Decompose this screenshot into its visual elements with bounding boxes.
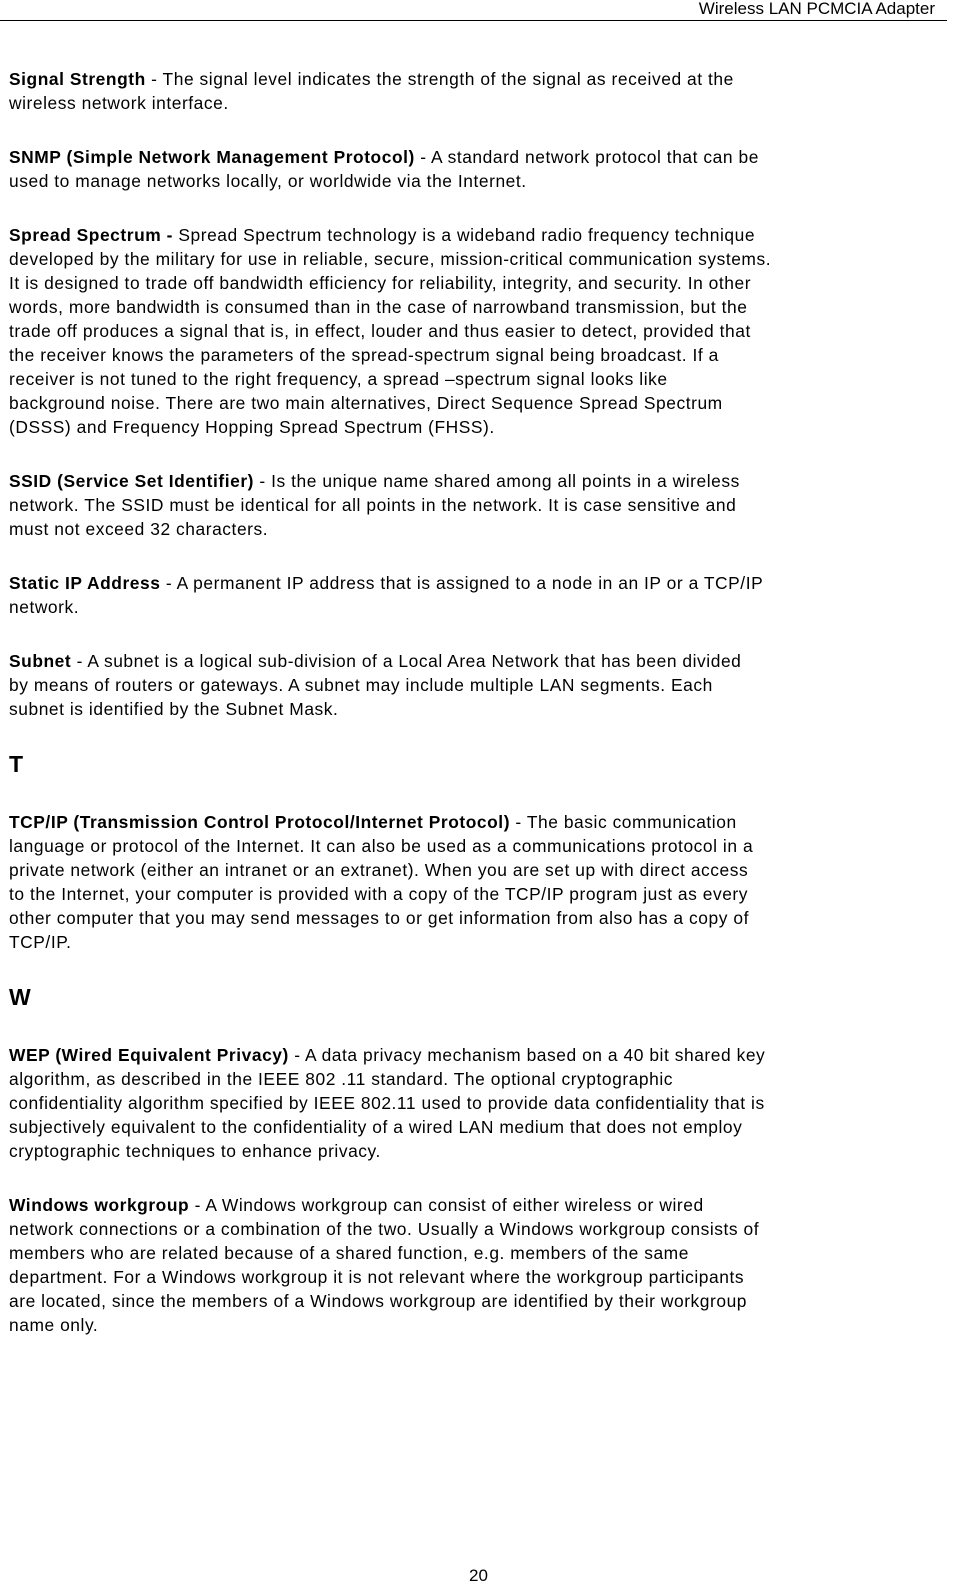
definition-text: - The signal level indicates the strength of the signal as received at the — [145, 69, 734, 89]
entry-first-line — [9, 571, 954, 595]
entry-first-line — [9, 469, 954, 493]
glossary-entry — [9, 1043, 954, 1163]
definition-line: network. — [9, 597, 80, 617]
entry-first-line — [9, 145, 954, 169]
glossary-entry — [9, 649, 954, 721]
glossary-term: Spread Spectrum - — [9, 225, 179, 245]
glossary-term: WEP (Wired Equivalent Privacy) — [9, 1045, 289, 1065]
glossary-entry — [9, 469, 954, 541]
definition-line: receiver is not tuned to the right frequency, a spread –spectrum signal looks like — [9, 369, 668, 389]
definition-line: background noise. There are two main alternatives, Direct Sequence Spread Spectrum — [9, 393, 723, 413]
definition-text: - A permanent IP address that is assigned to a node in an IP or a TCP/IP — [160, 573, 764, 593]
glossary-group-s — [9, 67, 954, 721]
glossary-term: Static IP Address — [9, 573, 161, 593]
definition-line: words, more bandwidth is consumed than in the case of narrowband transmission, but the — [9, 297, 748, 317]
definition-line: TCP/IP. — [9, 932, 72, 952]
glossary-entry — [9, 145, 954, 193]
glossary-entry — [9, 67, 954, 115]
definition-line: private network (either an intranet or an extranet). When you are set up with direct access — [9, 860, 749, 880]
definition-line: language or protocol of the Internet. It can also be used as a communications protocol in a — [9, 836, 754, 856]
entry-first-line — [9, 810, 954, 834]
definition-line: algorithm, as described in the IEEE 802 .11 standard. The optional cryptographic — [9, 1069, 673, 1089]
glossary-entry — [9, 1193, 954, 1337]
definition-line: are located, since the members of a Windows workgroup are identified by their workgroup — [9, 1291, 748, 1311]
glossary-content — [9, 67, 954, 1367]
glossary-term: Windows workgroup — [9, 1195, 190, 1215]
definition-line: wireless network interface. — [9, 93, 229, 113]
glossary-group-w — [9, 1043, 954, 1337]
glossary-term: SNMP (Simple Network Management Protocol) — [9, 147, 415, 167]
glossary-term: SSID (Service Set Identifier) — [9, 471, 254, 491]
glossary-term: Subnet — [9, 651, 72, 671]
definition-line: name only. — [9, 1315, 99, 1335]
header-title: Wireless LAN PCMCIA Adapter — [698, 0, 935, 18]
definition-text: Spread Spectrum technology is a wideband radio frequency technique — [178, 225, 756, 245]
definition-line: cryptographic techniques to enhance privacy. — [9, 1141, 381, 1161]
definition-line: department. For a Windows workgroup it is not relevant where the workgroup participants — [9, 1267, 745, 1287]
definition-line: It is designed to trade off bandwidth efficiency for reliability, integrity, and security. In other — [9, 273, 752, 293]
definition-line: used to manage networks locally, or worldwide via the Internet. — [9, 171, 527, 191]
section-letter-t: T — [9, 751, 24, 777]
page-number: 20 — [469, 1566, 488, 1585]
definition-line: network. The SSID must be identical for all points in the network. It is case sensitive and — [9, 495, 737, 515]
entry-first-line — [9, 1043, 954, 1067]
definition-line: to the Internet, your computer is provided with a copy of the TCP/IP program just as every — [9, 884, 749, 904]
definition-text: - A Windows workgroup can consist of either wireless or wired — [189, 1195, 704, 1215]
definition-line: network connections or a combination of the two. Usually a Windows workgroup consists of — [9, 1219, 760, 1239]
definition-line: developed by the military for use in reliable, secure, mission-critical communication systems. — [9, 249, 772, 269]
definition-line: the receiver knows the parameters of the spread-spectrum signal being broadcast. If a — [9, 345, 719, 365]
definition-line: confidentiality algorithm specified by IEEE 802.11 used to provide data confidentiality that is — [9, 1093, 765, 1113]
definition-text: - The basic communication — [510, 812, 737, 832]
definition-text: - A subnet is a logical sub-division of a Local Area Network that has been divided — [71, 651, 742, 671]
glossary-term: TCP/IP (Transmission Control Protocol/Internet Protocol) — [9, 812, 511, 832]
definition-line: subjectively equivalent to the confidentiality of a wired LAN medium that does not employ — [9, 1117, 743, 1137]
entry-first-line — [9, 649, 954, 673]
section-letter-w: W — [9, 984, 32, 1010]
entry-first-line — [9, 223, 954, 247]
glossary-entry — [9, 223, 954, 439]
definition-text: - A standard network protocol that can be — [414, 147, 759, 167]
definition-line: trade off produces a signal that is, in effect, louder and thus easier to detect, provided that — [9, 321, 751, 341]
glossary-entry — [9, 810, 954, 954]
page-header — [0, 0, 947, 21]
definition-line: subnet is identified by the Subnet Mask. — [9, 699, 339, 719]
definition-line: members who are related because of a shared function, e.g. members of the same — [9, 1243, 689, 1263]
entry-first-line — [9, 1193, 954, 1217]
glossary-term: Signal Strength — [9, 69, 146, 89]
glossary-group-t — [9, 810, 954, 954]
definition-line: by means of routers or gateways. A subnet may include multiple LAN segments. Each — [9, 675, 713, 695]
definition-text: - Is the unique name shared among all points in a wireless — [254, 471, 740, 491]
glossary-entry — [9, 571, 954, 619]
definition-line: other computer that you may send messages to or get information from also has a copy of — [9, 908, 749, 928]
definition-line: (DSSS) and Frequency Hopping Spread Spectrum (FHSS). — [9, 417, 495, 437]
entry-first-line — [9, 67, 954, 91]
definition-text: - A data privacy mechanism based on a 40 bit shared key — [288, 1045, 766, 1065]
definition-line: must not exceed 32 characters. — [9, 519, 269, 539]
